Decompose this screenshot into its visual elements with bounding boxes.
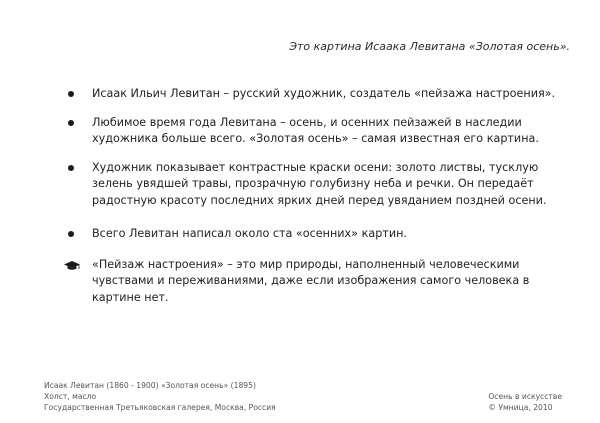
bullet-list — [60, 86, 560, 306]
bullet-dot-icon — [68, 165, 74, 171]
list-item-text: Любимое время года Левитана – осень, и осенних пейзажей в наследии художника больше всего. «Золотая осень» – самая известная его картина. — [92, 115, 539, 145]
list-item — [60, 160, 560, 210]
bullet-dot-icon — [68, 91, 74, 97]
graduation-cap-icon — [64, 261, 80, 271]
bullet-dot-icon — [68, 120, 74, 126]
series-credit — [488, 391, 562, 413]
caption-line: Государственная Третьяковская галерея, Москва, Россия — [44, 403, 276, 412]
bullet-dot-icon — [68, 231, 74, 237]
painting-caption — [44, 380, 276, 413]
credit-line: © Умница, 2010 — [488, 403, 553, 412]
list-item — [60, 257, 560, 307]
list-item-text: Художник показывает контрастные краски осени: золото листвы, тусклую зелень увядшей травы, прозрачную голубизну неба и речки. Он передаёт радостную красоту последних ярких дней перед увяданием поздней осени. — [92, 160, 547, 207]
list-item-text: «Пейзаж настроения» – это мир природы, наполненный человеческими чувствами и переживаниями, даже если изображения самого человека в картине нет. — [92, 257, 530, 304]
list-item-text: Всего Левитан написал около ста «осенних» картин. — [92, 227, 407, 240]
list-item — [60, 86, 560, 103]
caption-line: Холст, масло — [44, 392, 97, 401]
page-title: Это картина Исаака Левитана «Золотая осень». — [289, 40, 570, 53]
list-item — [60, 226, 560, 243]
list-item-text: Исаак Ильич Левитан – русский художник, создатель «пейзажа настроения». — [92, 87, 556, 100]
credit-line: Осень в искусстве — [488, 392, 562, 401]
caption-line: Исаак Левитан (1860 - 1900) «Золотая осень» (1895) — [44, 381, 256, 390]
list-item — [60, 115, 560, 148]
